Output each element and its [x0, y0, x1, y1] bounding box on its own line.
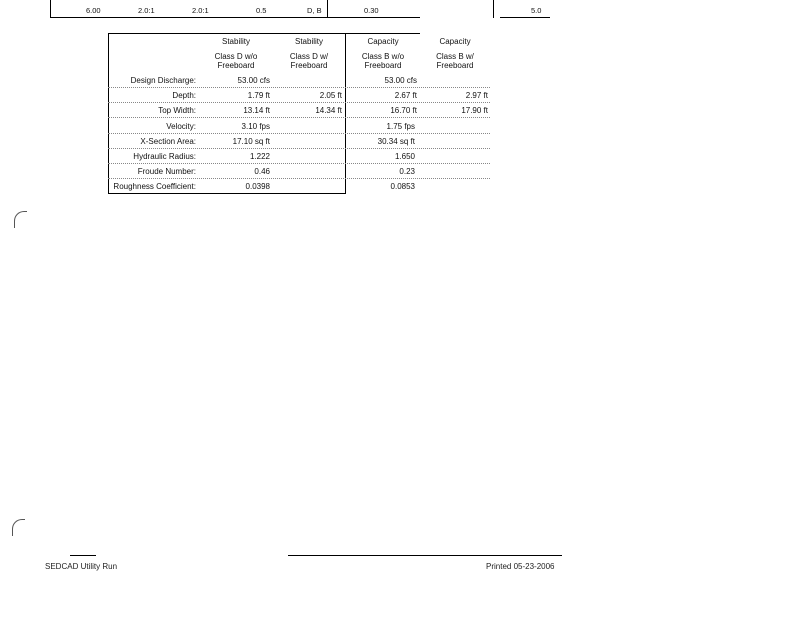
col-header-3 [345, 37, 421, 71]
row-value: 17.90 ft [461, 106, 488, 115]
row-value: 30.34 sq ft [377, 137, 415, 146]
row-value: 2.67 ft [394, 91, 417, 100]
top-cell-value-6: 0.30 [364, 6, 379, 15]
row-value: 13.14 ft [243, 106, 270, 115]
row-label: Roughness Coefficient: [113, 182, 196, 191]
row-value: 1.79 ft [247, 91, 270, 100]
col-subtitle-1: Class D w/o Freeboard [214, 52, 258, 71]
row-label: Hydraulic Radius: [133, 152, 196, 161]
col-subtitle-3: Class B w/o Freeboard [361, 52, 405, 71]
row-label: X-Section Area: [140, 137, 196, 146]
row-label: Depth: [172, 91, 196, 100]
col-header-4 [418, 37, 492, 71]
row-label: Top Width: [158, 106, 196, 115]
col-header-2 [272, 37, 346, 71]
row-value: 0.23 [399, 167, 415, 176]
col-title-1: Stability [221, 37, 250, 46]
col-title-4: Capacity [439, 37, 471, 46]
top-cell-value-4: 0.5 [256, 6, 267, 15]
top-cell-class: D, B [307, 6, 322, 15]
row-value: 0.0853 [390, 182, 415, 191]
row-value: 17.10 sq ft [232, 137, 270, 146]
row-value: 3.10 fps [241, 122, 270, 131]
row-label: Design Discharge: [130, 76, 196, 85]
row-label: Velocity: [166, 122, 196, 131]
footer-left-text: SEDCAD Utility Run [45, 562, 118, 571]
col-title-3: Capacity [367, 37, 399, 46]
row-value: 0.0398 [245, 182, 270, 191]
row-value: 53.00 cfs [237, 76, 270, 85]
row-value: 2.97 ft [465, 91, 488, 100]
row-value: 53.00 cfs [384, 76, 417, 85]
row-value: 14.34 ft [315, 106, 342, 115]
top-cell-left-slope: 2.0:1 [138, 6, 155, 15]
row-label: Froude Number: [137, 167, 196, 176]
punch-hole-mark-bottom [12, 519, 25, 536]
row-value: 1.75 fps [386, 122, 415, 131]
punch-hole-mark-top [14, 211, 27, 228]
row-value: 0.46 [254, 167, 270, 176]
top-cell-value-7: 5.0 [531, 6, 542, 15]
footer-printed-date: Printed 05-23-2006 [486, 562, 555, 571]
col-subtitle-2: Class D w/ Freeboard [289, 52, 329, 71]
col-subtitle-4: Class B w/ Freeboard [436, 52, 474, 71]
row-value: 1.222 [249, 152, 270, 161]
row-value: 1.650 [394, 152, 415, 161]
top-cell-discharge-depth: 6.00 [86, 6, 101, 15]
row-value: 2.05 ft [319, 91, 342, 100]
top-cell-right-slope: 2.0:1 [192, 6, 209, 15]
col-title-2: Stability [294, 37, 323, 46]
col-header-1 [198, 37, 274, 71]
row-value: 16.70 ft [390, 106, 417, 115]
